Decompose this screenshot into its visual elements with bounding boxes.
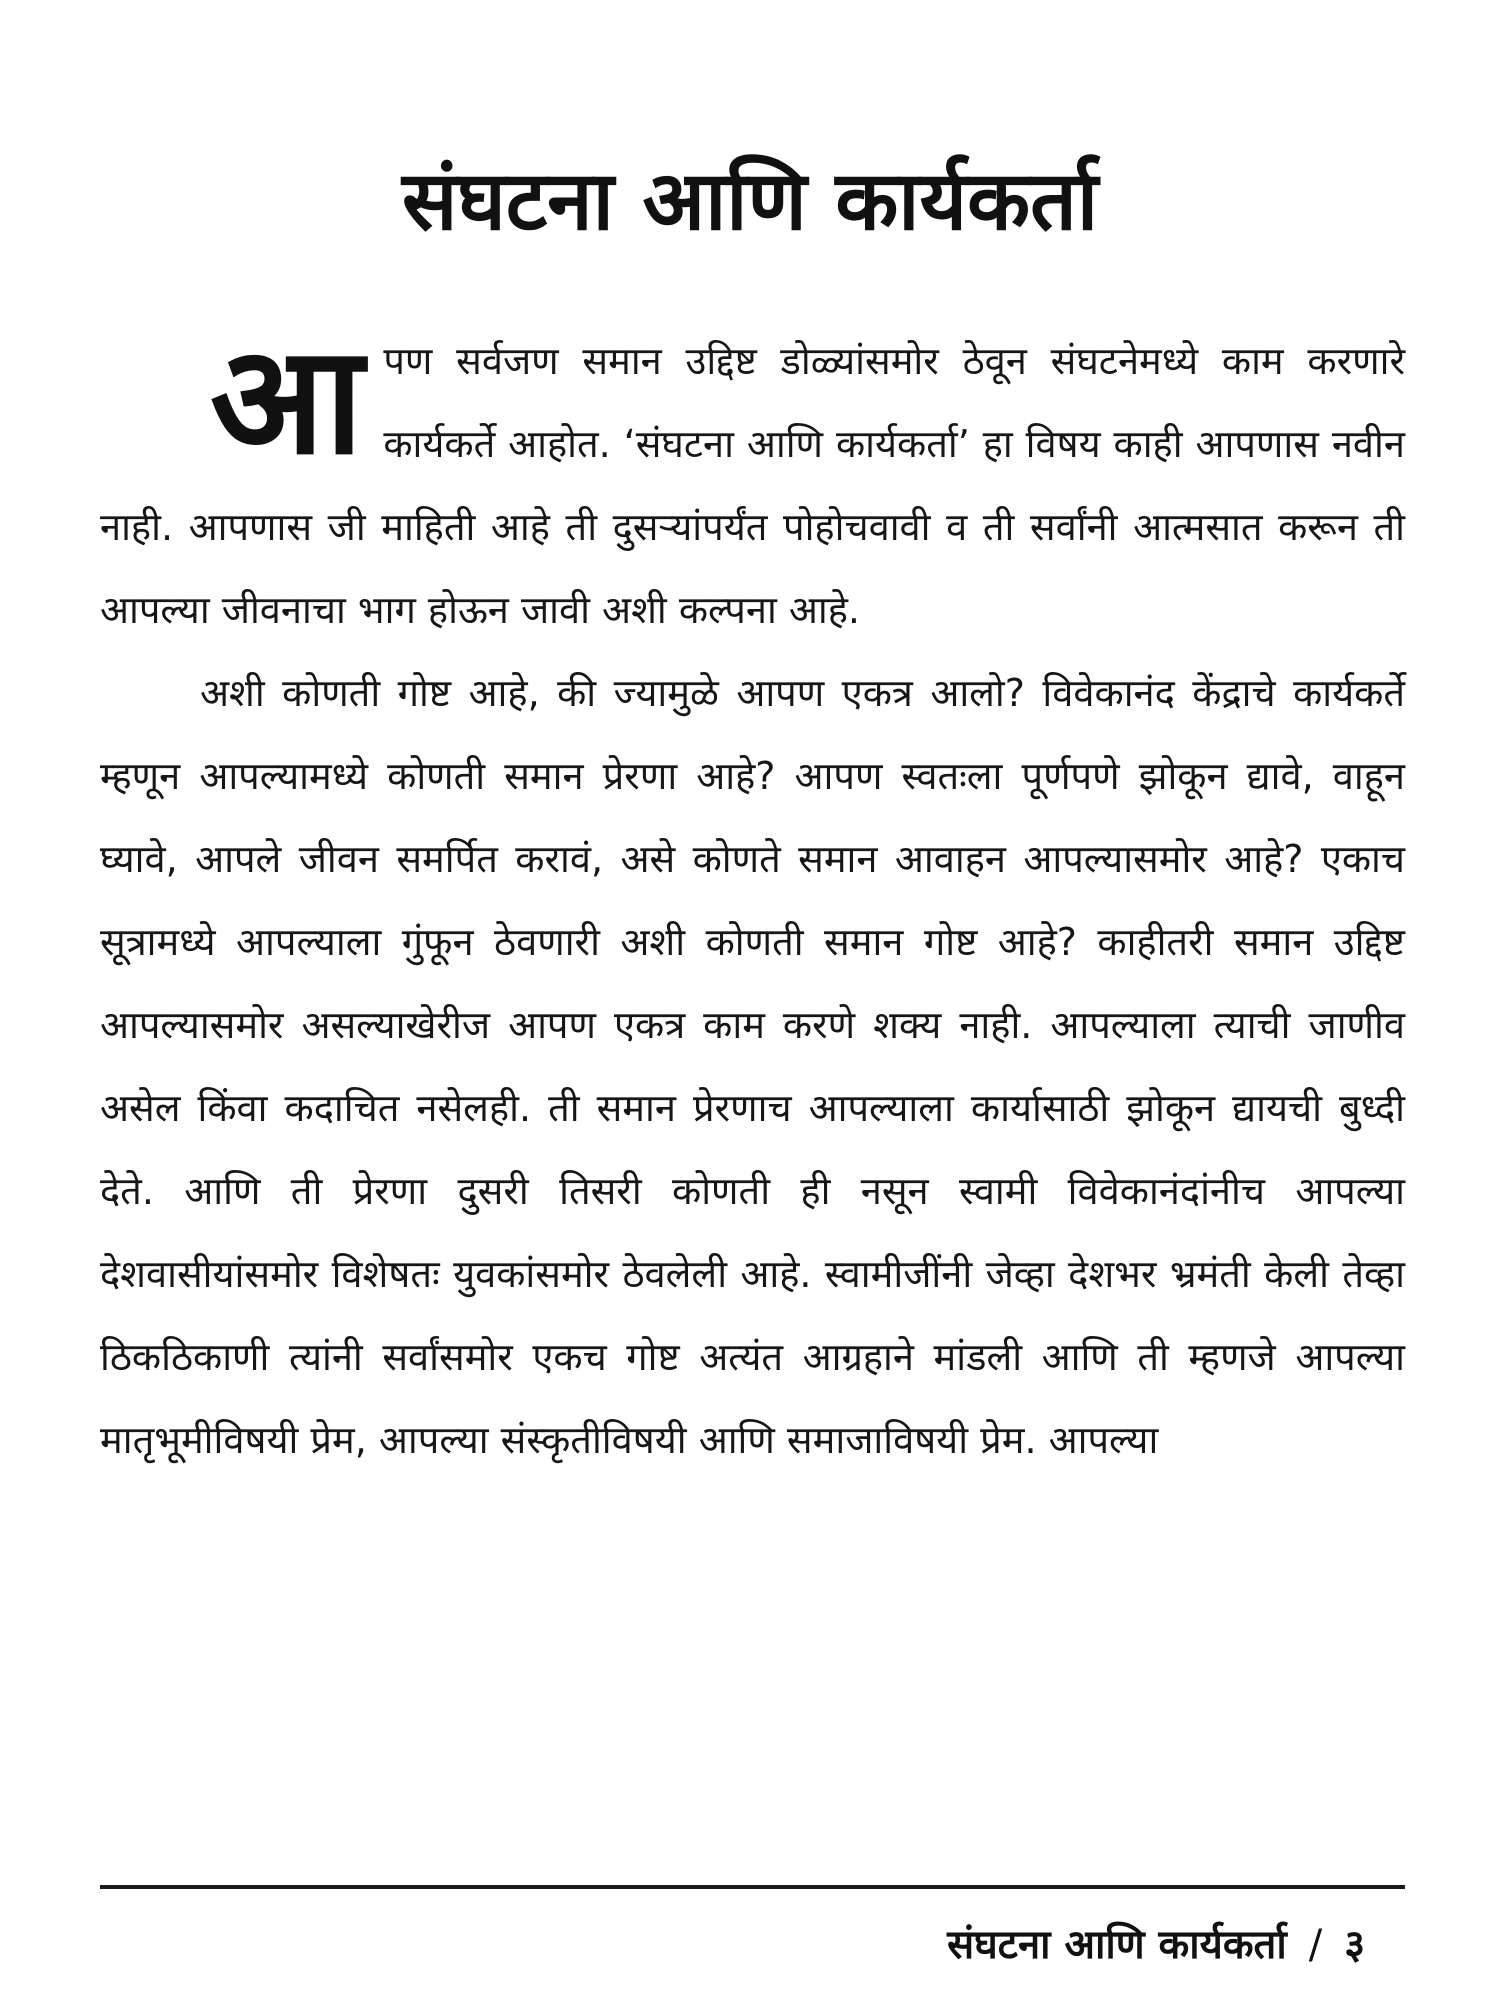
page-footer <box>947 1915 1365 1975</box>
body-text <box>100 314 1405 1482</box>
running-title: संघटना आणि कार्यकर्ता <box>947 1922 1287 1968</box>
paragraph-1-text: पण सर्वजण समान उद्दिष्ट डोळ्यांसमोर ठेवून संघटनेमध्ये काम करणारे कार्यकर्ते आहोत. ‘संघटना आणि कार्यकर्ता’ हा विषय काही आपणास नवीन नाही. आपणास जी माहिती आहे ती दुसऱ्यांपर्यंत पोहोचवावी व ती सर्वांनी आत्मसात करून ती आपल्या जीवनाचा भाग होऊन जावी अशी कल्पना आहे. <box>100 339 1405 632</box>
drop-cap: आ <box>210 314 364 488</box>
paragraph-1 <box>100 314 1405 652</box>
paragraph-2-text: अशी कोणती गोष्ट आहे, की ज्यामुळे आपण एकत्र आलो? विवेकानंद केंद्राचे कार्यकर्ते म्हणून आपल्यामध्ये कोणती समान प्रेरणा आहे? आपण स्वतःला पूर्णपणे झोकून द्यावे, वाहून घ्यावे, आपले जीवन समर्पित करावं, असे कोणते समान आवाहन आपल्यासमोर आहे? एकाच सूत्रामध्ये आपल्याला गुंफून ठेवणारी अशी कोणती समान गोष्ट आहे? काहीतरी समान उद्दिष्ट आपल्यासमोर असल्याखेरीज आपण एकत्र काम करणे शक्य नाही. आपल्याला त्याची जाणीव असेल किंवा कदाचित नसेलही. ती समान प्रेरणाच आपल्याला कार्यासाठी झोकून द्यायची बुध्दी देते. आणि ती प्रेरणा दुसरी तिसरी कोणती ही नसून स्वामी विवेकानंदांनीच आपल्या देशवासीयांसमोर विशेषतः युवकांसमोर ठेवलेली आहे. स्वामीजींनी जेव्हा देशभर भ्रमंती केली तेव्हा ठिकठिकाणी त्यांनी सर्वांसमोर एकच गोष्ट अत्यंत आग्रहाने मांडली आणि ती म्हणजे आपल्या मातृभूमीविषयी प्रेम, आपल्या संस्कृतीविषयी आणि समाजाविषयी प्रेम. आपल्या <box>100 671 1405 1462</box>
footer-divider <box>100 1885 1405 1889</box>
footer-separator: / <box>1308 1922 1323 1968</box>
page-number: ३ <box>1344 1922 1365 1968</box>
paragraph-2 <box>100 652 1405 1482</box>
page-title: संघटना आणि कार्यकर्ता <box>401 153 1099 249</box>
